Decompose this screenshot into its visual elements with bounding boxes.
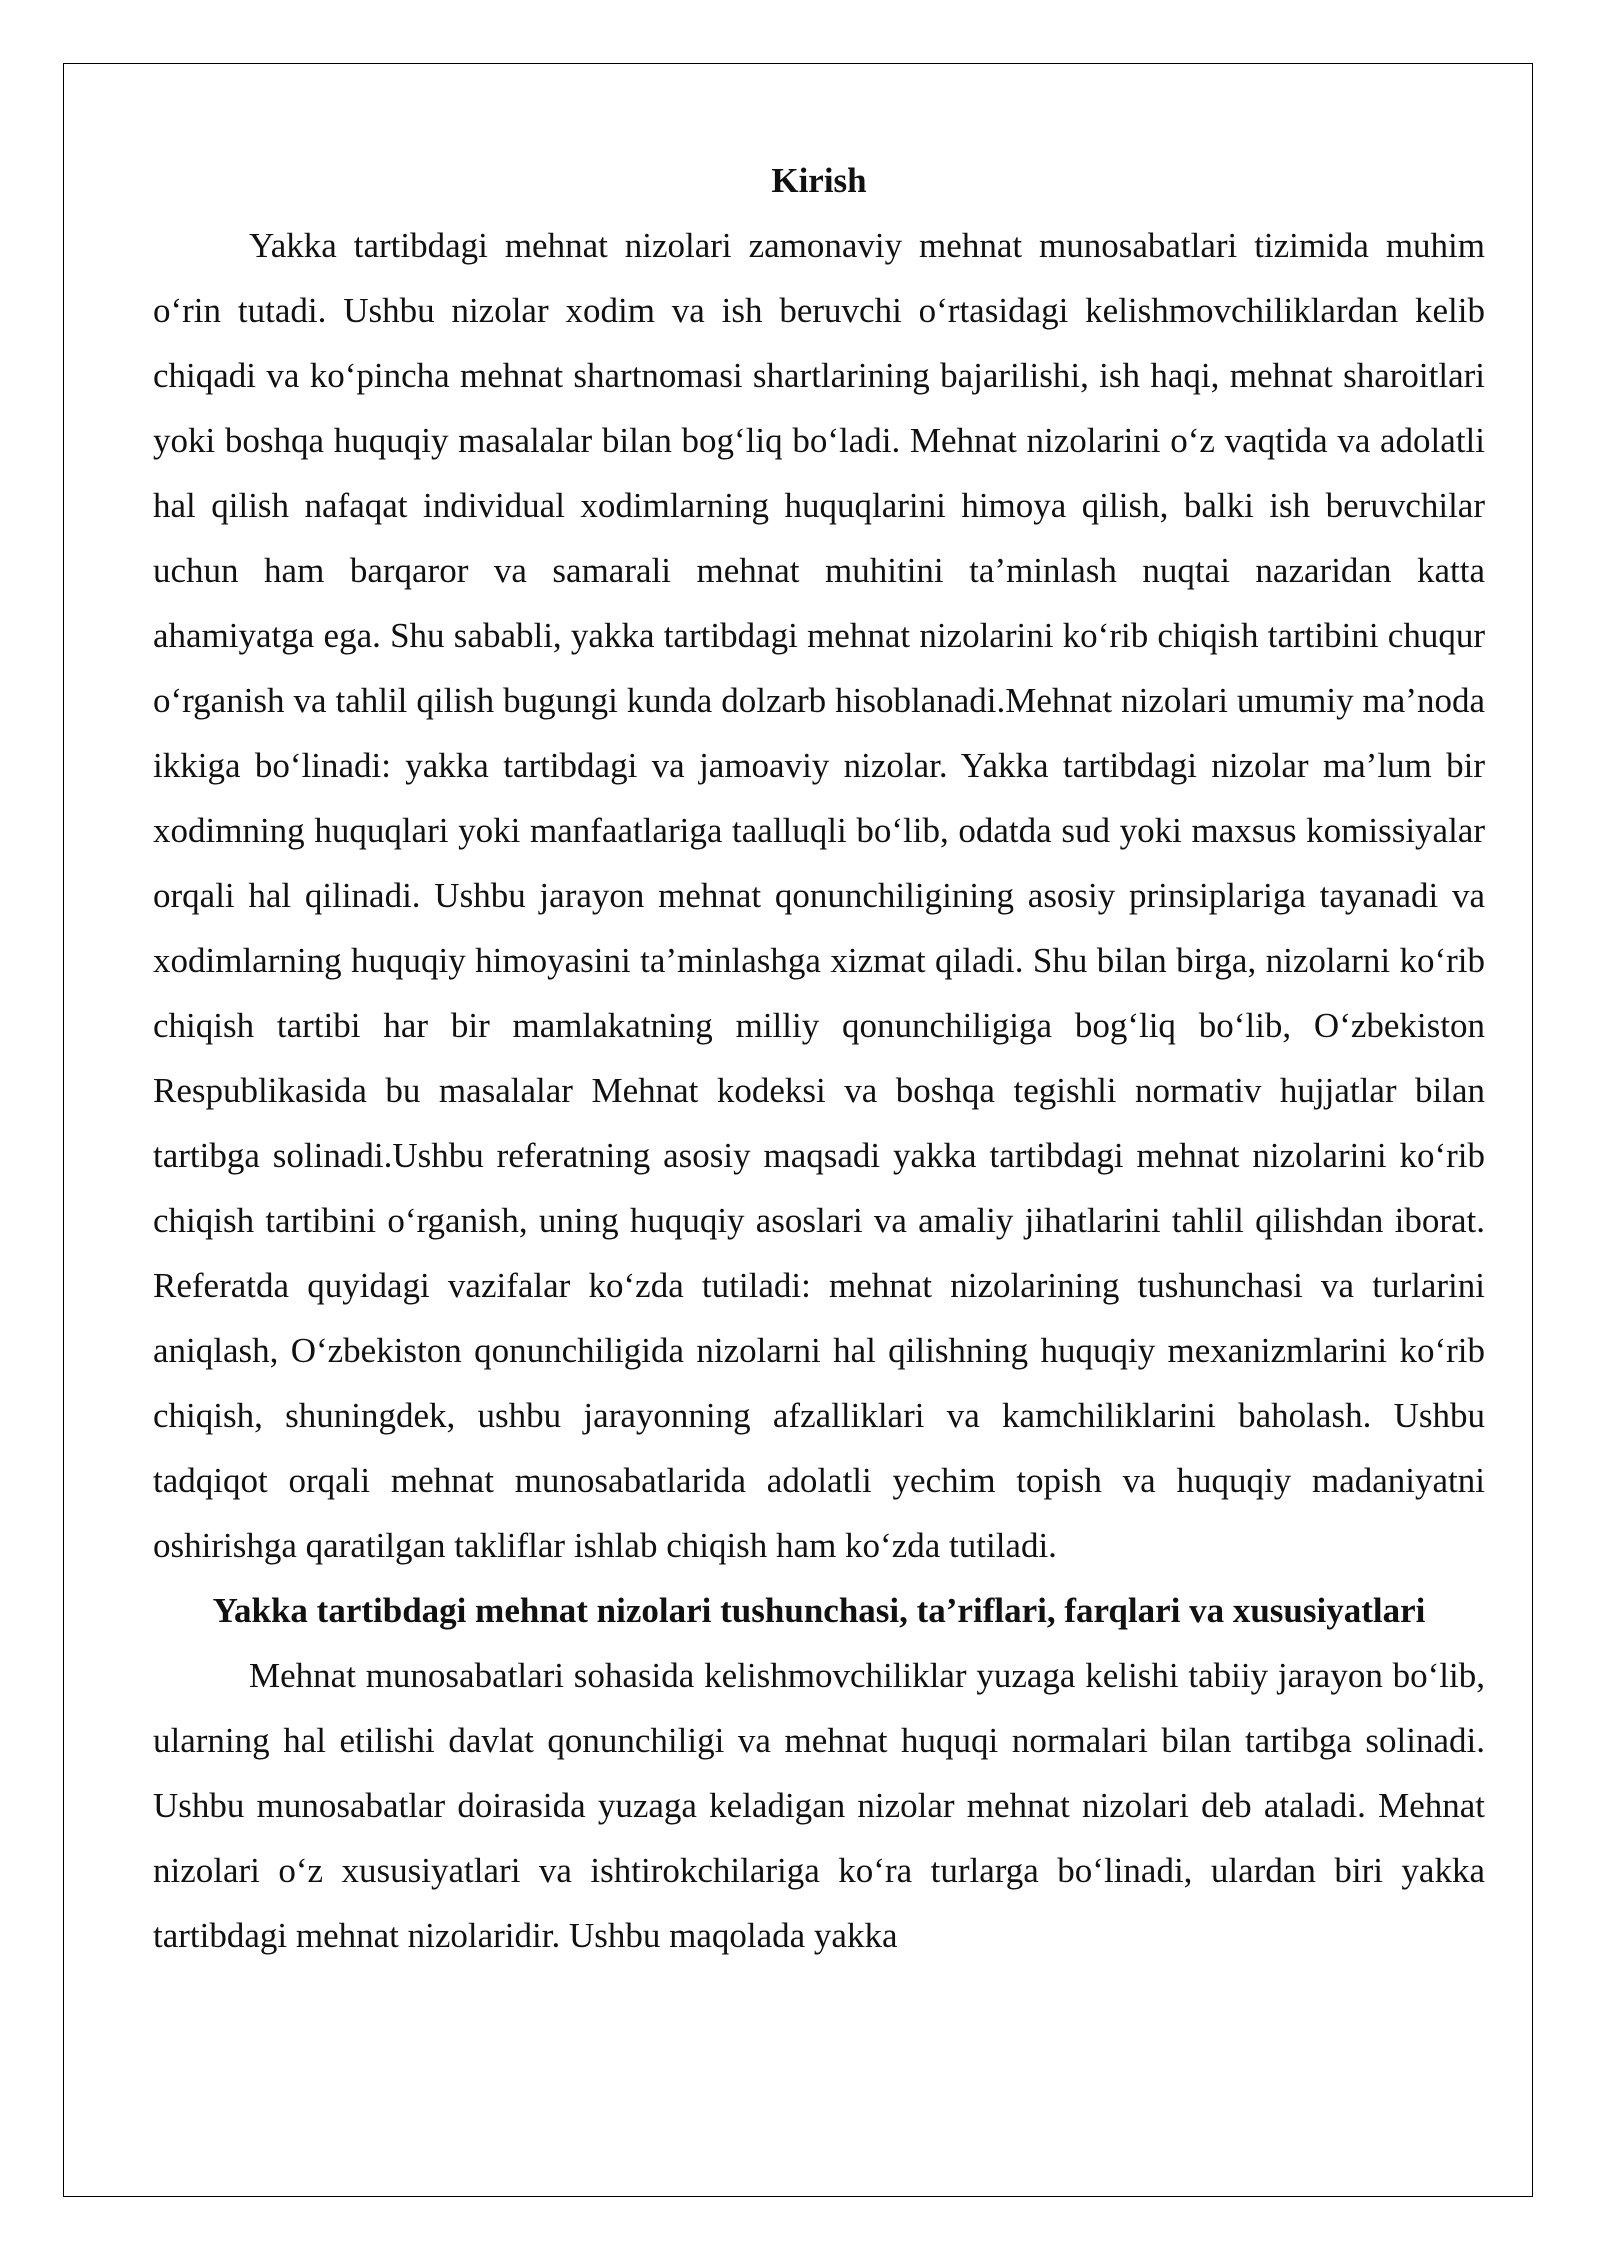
intro-paragraph: Yakka tartibdagi mehnat nizolari zamonaviy mehnat munosabatlari tizimida muhim o‘rin tutadi. Ushbu nizolar xodim va ish beruvchi o‘rtasidagi kelishmovchiliklardan kelib chiqadi va ko‘pincha mehnat shartnomasi shartlarining bajarilishi, ish haqi, mehnat sharoitlari yoki boshqa huquqiy masalalar bilan bog‘liq bo‘ladi. Mehnat nizolarini o‘z vaqtida va adolatli hal qilish nafaqat individual xodimlarning huquqlarini himoya qilish, balki ish beruvchilar uchun ham barqaror va samarali mehnat muhitini ta’minlash nuqtai nazaridan katta ahamiyatga ega. Shu sababli, yakka tartibdagi mehnat nizolarini ko‘rib chiqish tartibini chuqur o‘rganish va tahlil qilish bugungi kunda dolzarb hisoblanadi.Mehnat nizolari umumiy ma’noda ikkiga bo‘linadi: yakka tartibdagi va jamoaviy nizolar. Yakka tartibdagi nizolar ma’lum bir xodimning huquqlari yoki manfaatlariga taalluqli bo‘lib, odatda sud yoki maxsus komissiyalar orqali hal qilinadi. Ushbu jarayon mehnat qonunchiligining asosiy prinsiplariga tayanadi va xodimlarning huquqiy himoyasini ta’minlashga xizmat qiladi. Shu bilan birga, nizolarni ko‘rib chiqish tartibi har bir mamlakatning milliy qonunchiligiga bog‘liq bo‘lib, O‘zbekiston Respublikasida bu masalalar Mehnat kodeksi va boshqa tegishli normativ hujjatlar bilan tartibga solinadi.Ushbu referatning asosiy maqsadi yakka tartibdagi mehnat nizolarini ko‘rib chiqish tartibini o‘rganish, uning huquqiy asoslari va amaliy jihatlarini tahlil qilishdan iborat. Referatda quyidagi vazifalar ko‘zda tutiladi: mehnat nizolarining tushunchasi va turlarini aniqlash, O‘zbekiston qonunchiligida nizolarni hal qilishning huquqiy mexanizmlarini ko‘rib chiqish, shuningdek, ushbu jarayonning afzalliklari va kamchiliklarini baholash. Ushbu tadqiqot orqali mehnat munosabatlarida adolatli yechim topish va huquqiy madaniyatni oshirishga qaratilgan takliflar ishlab chiqish ham ko‘zda tutiladi. [153, 226, 1485, 1565]
page-title: Kirish [771, 161, 867, 200]
document-body [153, 148, 1485, 1968]
section-heading: Yakka tartibdagi mehnat nizolari tushunchasi, ta’riflari, farqlari va xususiyatlari [212, 1591, 1426, 1630]
section-paragraph: Mehnat munosabatlari sohasida kelishmovchiliklar yuzaga kelishi tabiiy jarayon bo‘lib, ularning hal etilishi davlat qonunchiligi va mehnat huquqi normalari bilan tartibga solinadi. Ushbu munosabatlar doirasida yuzaga keladigan nizolar mehnat nizolari deb ataladi. Mehnat nizolari o‘z xususiyatlari va ishtirokchilariga ko‘ra turlarga bo‘linadi, ulardan biri yakka tartibdagi mehnat nizolaridir. Ushbu maqolada yakka [153, 1656, 1485, 1955]
